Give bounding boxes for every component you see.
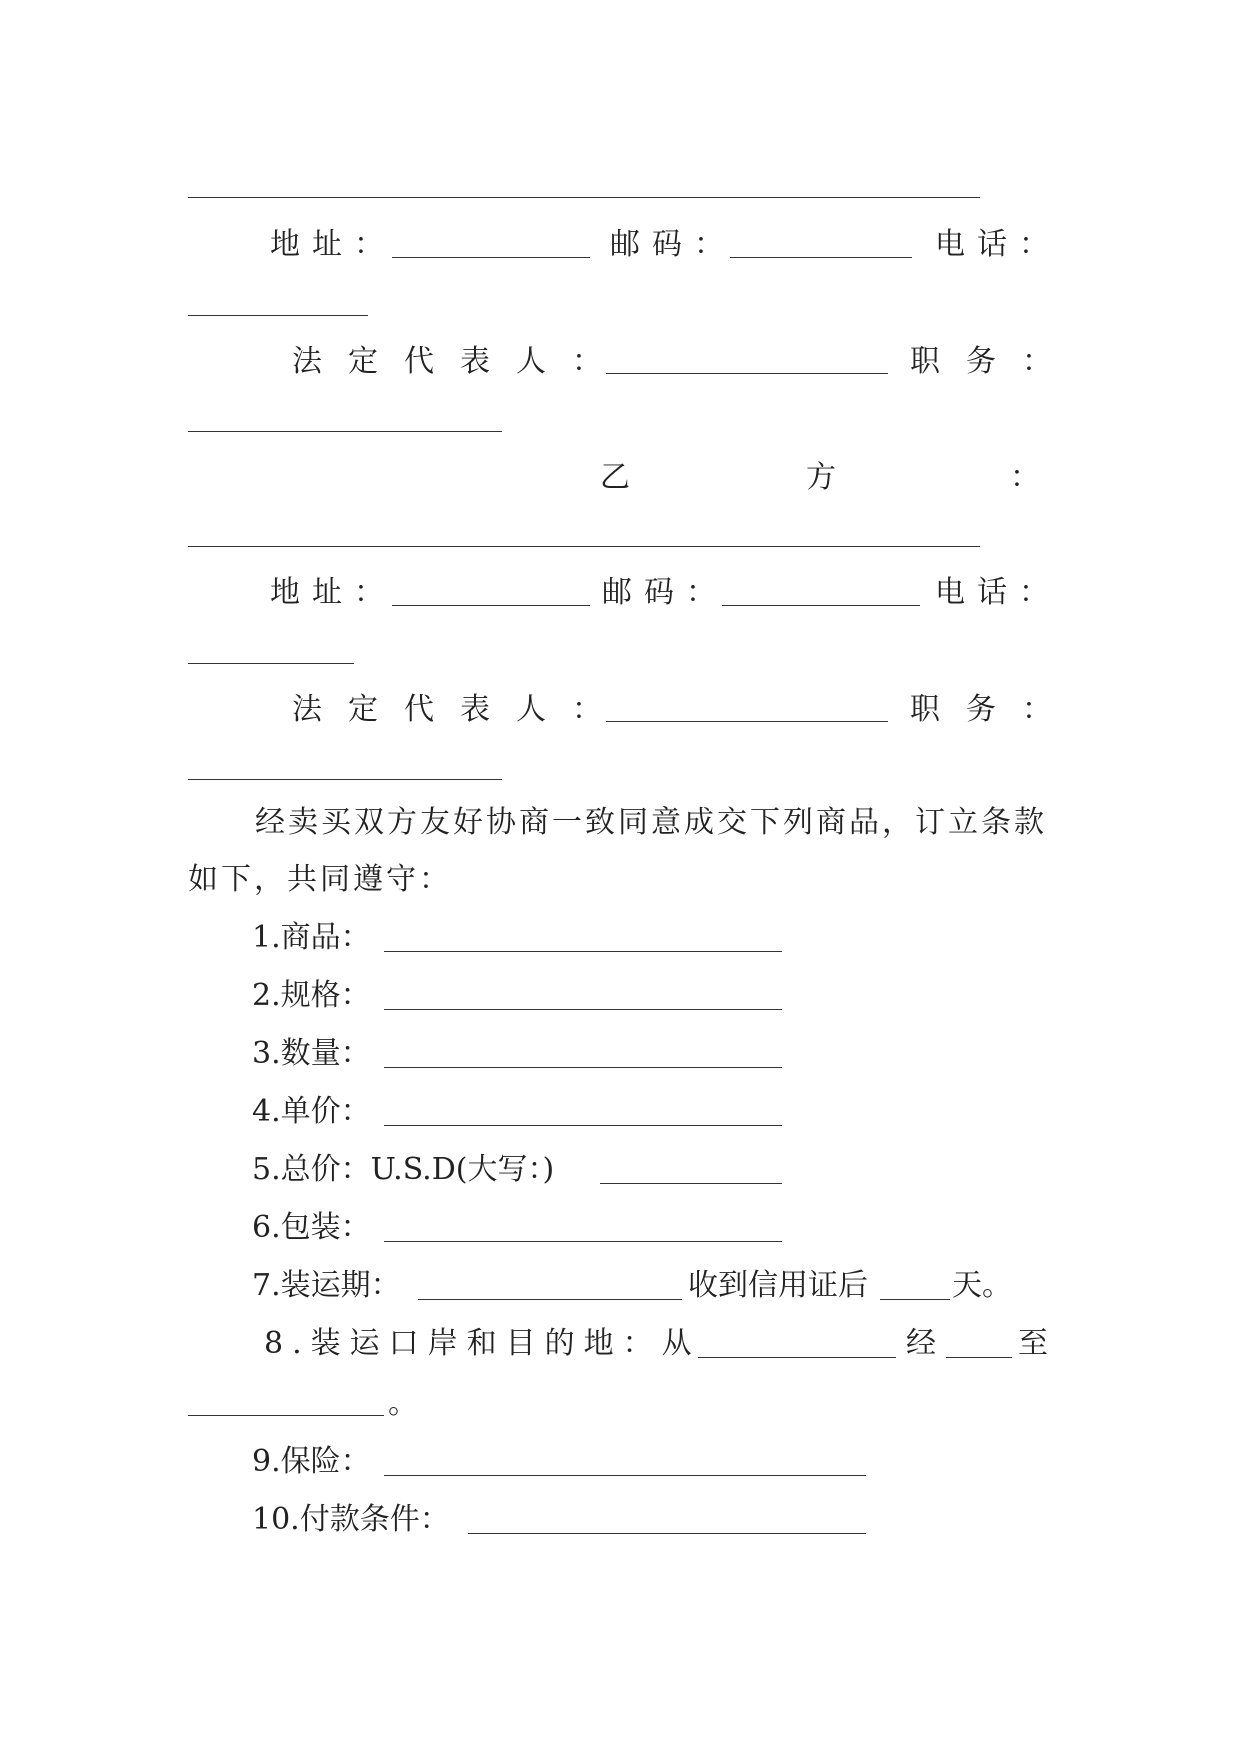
intro-line-1: 经卖买双方友好协商一致同意成交下列商品，订立条款	[255, 805, 1047, 840]
term-8-to-text: 至	[1018, 1326, 1048, 1361]
party-b-legal-rep-label: 法定代表人：	[292, 692, 628, 727]
party-b-address-blank[interactable]	[392, 605, 590, 606]
term-6-label: 6.包装：	[252, 1210, 371, 1245]
party-b-address-label: 地址：	[270, 575, 396, 610]
party-a-position-blank[interactable]	[188, 431, 502, 432]
party-b-char-3: ：	[1010, 460, 1040, 495]
term-2-label: 2.规格：	[252, 978, 371, 1013]
term-5-label: 5.总价：U.S.D(大写：)	[252, 1152, 555, 1187]
term-3-blank[interactable]	[384, 1067, 782, 1068]
intro-line-2: 如下，共同遵守：	[188, 862, 452, 897]
party-a-address-label: 地址：	[270, 227, 396, 262]
party-a-legal-rep-label: 法定代表人：	[292, 344, 628, 379]
term-2-blank[interactable]	[384, 1009, 782, 1010]
term-8-to-blank[interactable]	[188, 1415, 384, 1416]
party-b-position-label: 职务：	[910, 692, 1078, 727]
party-a-phone-label: 电话：	[935, 227, 1061, 262]
party-b-postcode-label: 邮码：	[602, 575, 728, 610]
party-b-position-blank[interactable]	[188, 779, 502, 780]
party-a-phone-blank[interactable]	[188, 315, 368, 316]
term-10-blank[interactable]	[468, 1533, 866, 1534]
party-b-phone-label: 电话：	[935, 575, 1061, 610]
term-7-date-blank[interactable]	[418, 1299, 682, 1300]
term-4-blank[interactable]	[384, 1125, 782, 1126]
term-9-label: 9.保险：	[252, 1444, 371, 1479]
party-b-phone-blank[interactable]	[188, 663, 354, 664]
party-a-legal-rep-blank[interactable]	[606, 373, 888, 374]
party-a-address-blank[interactable]	[392, 257, 590, 258]
party-a-postcode-blank[interactable]	[730, 257, 912, 258]
term-8-via-text: 经	[906, 1326, 936, 1361]
term-4-label: 4.单价：	[252, 1094, 371, 1129]
term-7-mid-text: 收到信用证后	[688, 1268, 868, 1303]
term-8-via-blank[interactable]	[946, 1357, 1012, 1358]
term-9-blank[interactable]	[384, 1475, 866, 1476]
term-3-label: 3.数量：	[252, 1036, 371, 1071]
party-b-legal-rep-blank[interactable]	[606, 721, 888, 722]
term-5-blank[interactable]	[600, 1183, 782, 1184]
term-10-label: 10.付款条件：	[252, 1502, 450, 1537]
term-1-blank[interactable]	[384, 951, 782, 952]
term-8-end-text: 。	[388, 1386, 418, 1421]
party-b-char-1: 乙	[600, 460, 630, 495]
party-a-postcode-label: 邮码：	[610, 227, 736, 262]
term-6-blank[interactable]	[384, 1241, 782, 1242]
term-1-label: 1.商品：	[252, 920, 371, 955]
party-b-char-2: 方	[806, 460, 836, 495]
term-7-end-text: 天。	[952, 1268, 1012, 1303]
term-7-label: 7.装运期：	[252, 1268, 401, 1303]
party-b-name-blank[interactable]	[188, 546, 980, 547]
term-7-days-blank[interactable]	[880, 1299, 950, 1300]
term-8-label: 8.装运口岸和目的地：从	[264, 1326, 701, 1361]
party-b-postcode-blank[interactable]	[722, 605, 920, 606]
party-a-position-label: 职务：	[910, 344, 1078, 379]
party-a-name-blank[interactable]	[188, 197, 980, 198]
term-8-from-blank[interactable]	[698, 1357, 896, 1358]
